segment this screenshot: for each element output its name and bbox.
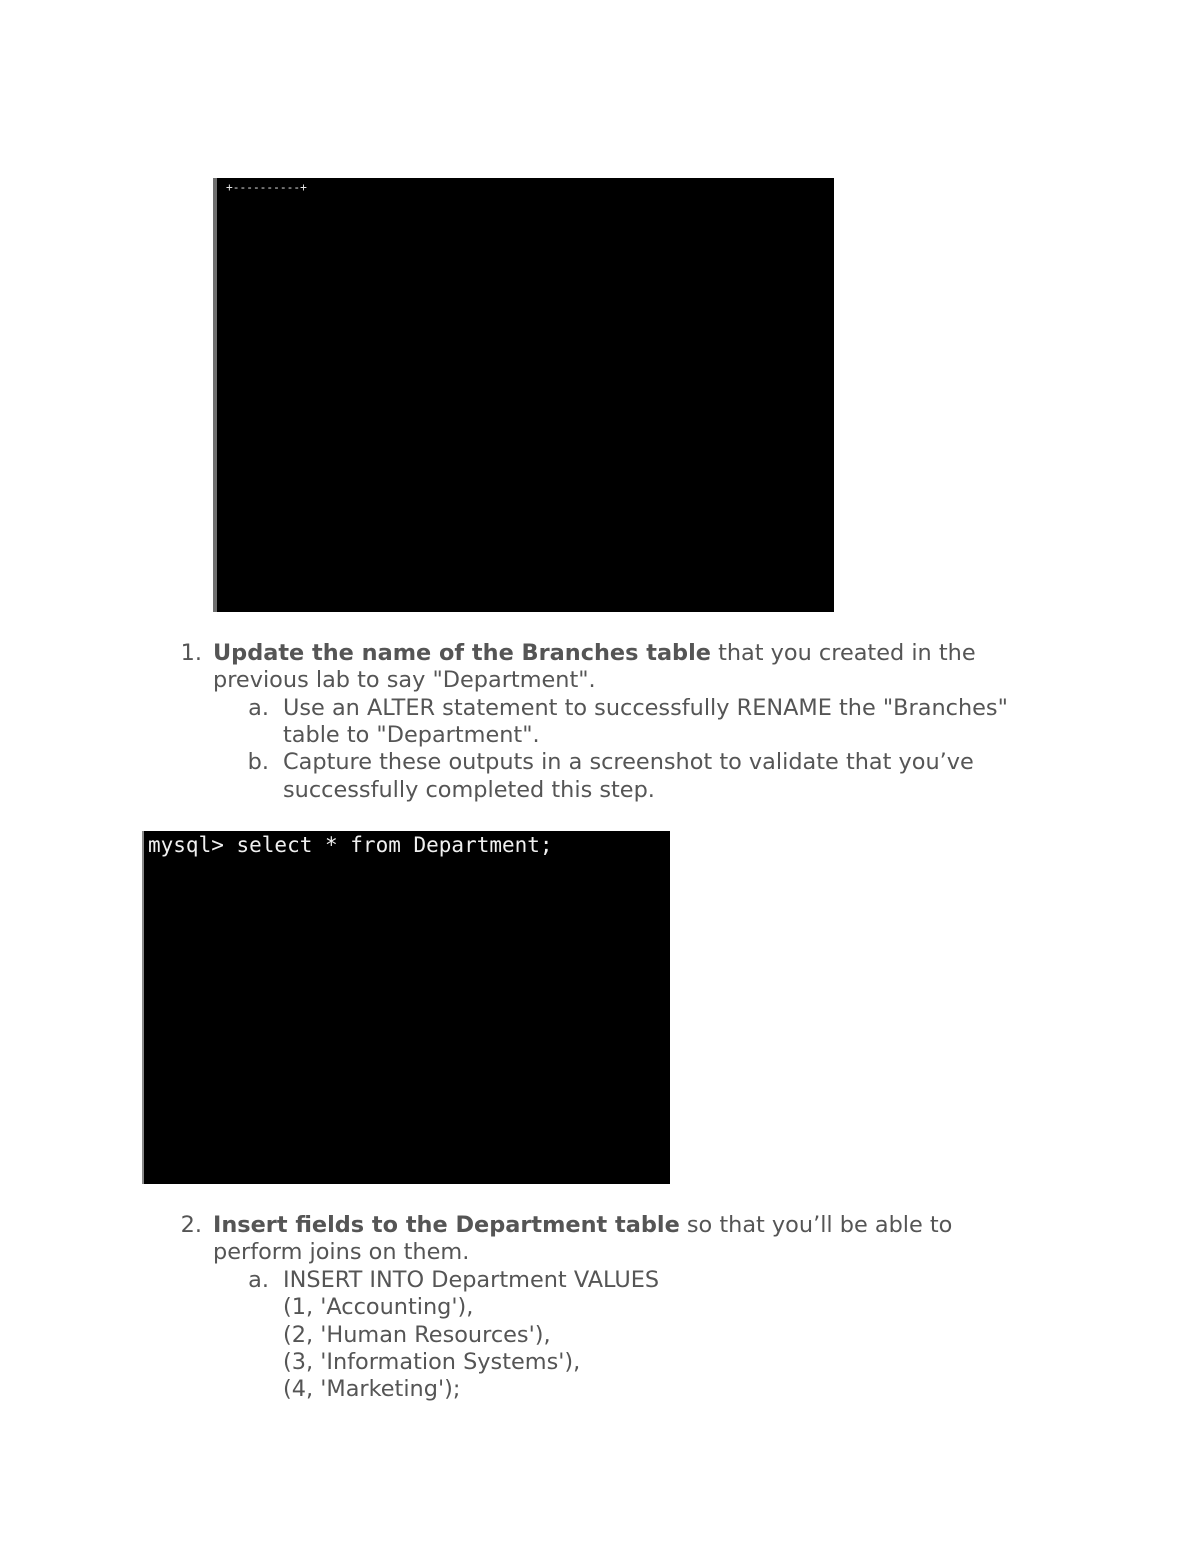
sql-code-line: (4, 'Marketing'); (283, 1376, 461, 1402)
sub-letter: a. (248, 1267, 269, 1293)
terminal-screenshot-employees (213, 178, 834, 612)
sub-letter: b. (247, 749, 269, 775)
sql-code-line: (3, 'Information Systems'), (283, 1349, 581, 1375)
sub-letter: a. (248, 695, 269, 721)
step-1-bold-text: Update the name of the Branches table (213, 640, 711, 666)
step-2-bold-text: Insert fields to the Department table (213, 1212, 680, 1238)
terminal-line: +----------+ (226, 181, 307, 194)
step-1b-line-2: successfully completed this step. (283, 777, 655, 803)
step-1-line-1 (213, 640, 976, 667)
step-1a-line-1: Use an ALTER statement to successfully RENAME the "Branches" (283, 695, 1008, 721)
step-1b-line-1: Capture these outputs in a screenshot to validate that you’ve (283, 749, 974, 775)
sql-code-line: (2, 'Human Resources'), (283, 1322, 551, 1348)
step-1-text: that you created in the (710, 640, 976, 666)
terminal-screenshot-department (142, 831, 670, 1184)
sql-code-line: (1, 'Accounting'), (283, 1294, 474, 1320)
list-number: 1. (180, 640, 202, 666)
terminal-line: mysql> select * from Department; (148, 833, 553, 857)
step-1-line-2: previous lab to say "Department". (213, 667, 596, 693)
step-2-text: so that you’ll be able to (679, 1212, 953, 1238)
step-2-line-2: perform joins on them. (213, 1239, 470, 1265)
sql-code-line: INSERT INTO Department VALUES (283, 1267, 660, 1293)
step-1a-line-2: table to "Department". (283, 722, 540, 748)
step-2-line-1 (213, 1212, 952, 1239)
list-number: 2. (180, 1212, 202, 1238)
